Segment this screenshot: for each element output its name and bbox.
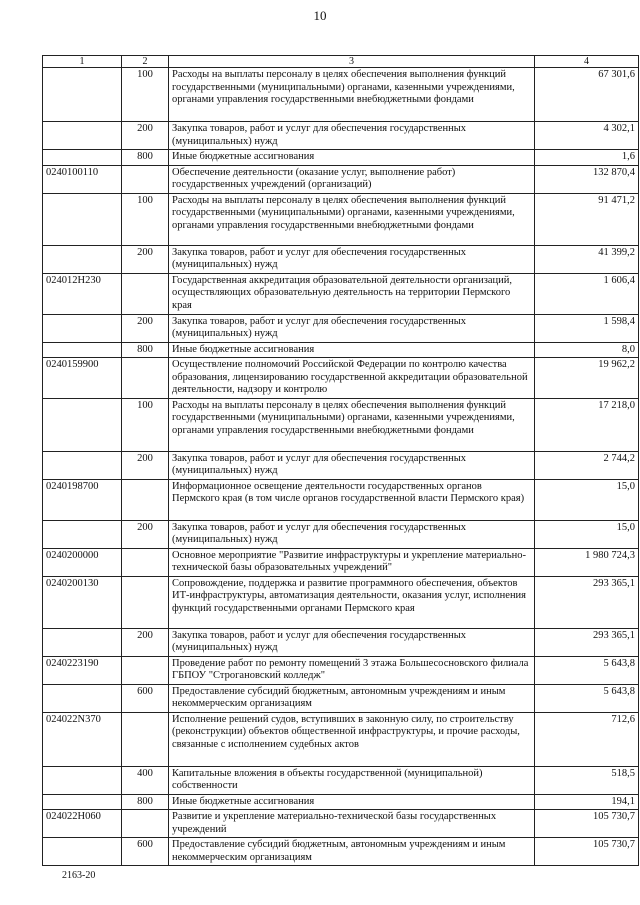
- row-code-cell: [43, 245, 122, 273]
- table-row: [43, 838, 639, 866]
- row-expense-type-cell: [122, 576, 169, 628]
- table-row: [43, 520, 639, 548]
- table-row: [43, 684, 639, 712]
- row-description-cell: Основное мероприятие "Развитие инфраструктуры и укрепление материально-технической базы образовательных учреждений": [169, 548, 535, 576]
- row-expense-type-cell: 200: [122, 451, 169, 479]
- row-code-cell: [43, 794, 122, 810]
- table-row: [43, 794, 639, 810]
- table-row: [43, 150, 639, 166]
- row-description-cell: Закупка товаров, работ и услуг для обеспечения государственных (муниципальных) нужд: [169, 451, 535, 479]
- row-amount-cell: 5 643,8: [535, 656, 639, 684]
- table-row: [43, 576, 639, 628]
- document-code: 2163-20: [62, 870, 96, 881]
- table-row: [43, 358, 639, 399]
- row-amount-cell: 518,5: [535, 766, 639, 794]
- row-code-cell: [43, 68, 122, 122]
- row-amount-cell: 5 643,8: [535, 684, 639, 712]
- row-amount-cell: 194,1: [535, 794, 639, 810]
- row-amount-cell: 1,6: [535, 150, 639, 166]
- table-row: [43, 712, 639, 766]
- row-description-cell: Предоставление субсидий бюджетным, автономным учреждениям и иным некоммерческим организациям: [169, 838, 535, 866]
- row-expense-type-cell: 100: [122, 193, 169, 245]
- row-description-cell: Информационное освещение деятельности государственных органов Пермского края (в том числе органов государственной власти Пермского края): [169, 479, 535, 520]
- row-description-cell: Расходы на выплаты персоналу в целях обеспечения выполнения функций государственными (муниципальными) органами, казенными учреждениями, органами управления государственными внебюджетными фондами: [169, 398, 535, 451]
- row-expense-type-cell: [122, 712, 169, 766]
- row-code-cell: 0240198700: [43, 479, 122, 520]
- row-description-cell: Закупка товаров, работ и услуг для обеспечения государственных (муниципальных) нужд: [169, 245, 535, 273]
- row-amount-cell: 105 730,7: [535, 810, 639, 838]
- row-amount-cell: 67 301,6: [535, 68, 639, 122]
- table-row: [43, 398, 639, 451]
- row-description-cell: Закупка товаров, работ и услуг для обеспечения государственных (муниципальных) нужд: [169, 628, 535, 656]
- row-expense-type-cell: 200: [122, 628, 169, 656]
- row-expense-type-cell: [122, 656, 169, 684]
- row-description-cell: Исполнение решений судов, вступивших в законную силу, по строительству (реконструкции) объектов общественной инфраструктуры, и прочие расходы, связанные с исполнением судебных актов: [169, 712, 535, 766]
- row-code-cell: 024022N370: [43, 712, 122, 766]
- table-row: [43, 273, 639, 314]
- row-description-cell: Закупка товаров, работ и услуг для обеспечения государственных (муниципальных) нужд: [169, 122, 535, 150]
- row-description-cell: Предоставление субсидий бюджетным, автономным учреждениям и иным некоммерческим организациям: [169, 684, 535, 712]
- row-code-cell: [43, 451, 122, 479]
- budget-table: [42, 55, 639, 866]
- row-code-cell: [43, 766, 122, 794]
- row-code-cell: [43, 684, 122, 712]
- page-number: 10: [313, 8, 327, 23]
- row-description-cell: Обеспечение деятельности (оказание услуг, выполнение работ) государственных учреждений (организаций): [169, 165, 535, 193]
- row-amount-cell: 132 870,4: [535, 165, 639, 193]
- row-amount-cell: 712,6: [535, 712, 639, 766]
- table-row: [43, 122, 639, 150]
- row-expense-type-cell: 200: [122, 314, 169, 342]
- row-expense-type-cell: [122, 165, 169, 193]
- row-description-cell: Сопровождение, поддержка и развитие программного обеспечения, объектов ИТ-инфраструктуры, автоматизация деятельности, оказания услуг, исполнения функций государственными органами Пермского края: [169, 576, 535, 628]
- row-amount-cell: 2 744,2: [535, 451, 639, 479]
- row-amount-cell: 293 365,1: [535, 628, 639, 656]
- table-row: [43, 165, 639, 193]
- row-expense-type-cell: 200: [122, 245, 169, 273]
- row-amount-cell: 15,0: [535, 479, 639, 520]
- table-row: [43, 193, 639, 245]
- row-code-cell: [43, 628, 122, 656]
- row-amount-cell: 15,0: [535, 520, 639, 548]
- row-expense-type-cell: 400: [122, 766, 169, 794]
- row-code-cell: [43, 342, 122, 358]
- table-row: [43, 314, 639, 342]
- row-description-cell: Расходы на выплаты персоналу в целях обеспечения выполнения функций государственными (муниципальными) органами, казенными учреждениями, органами управления государственными внебюджетными фондами: [169, 193, 535, 245]
- table-row: [43, 479, 639, 520]
- row-description-cell: Капитальные вложения в объекты государственной (муниципальной) собственности: [169, 766, 535, 794]
- row-code-cell: [43, 193, 122, 245]
- row-code-cell: [43, 314, 122, 342]
- table-row: [43, 766, 639, 794]
- row-description-cell: Иные бюджетные ассигнования: [169, 150, 535, 166]
- row-description-cell: Закупка товаров, работ и услуг для обеспечения государственных (муниципальных) нужд: [169, 314, 535, 342]
- row-expense-type-cell: [122, 358, 169, 399]
- row-amount-cell: 293 365,1: [535, 576, 639, 628]
- row-code-cell: 0240200000: [43, 548, 122, 576]
- row-amount-cell: 91 471,2: [535, 193, 639, 245]
- row-description-cell: Иные бюджетные ассигнования: [169, 794, 535, 810]
- row-description-cell: Государственная аккредитация образовательной деятельности организаций, осуществляющих образовательную деятельность на территории Пермского края: [169, 273, 535, 314]
- row-expense-type-cell: 800: [122, 150, 169, 166]
- table-row: [43, 68, 639, 122]
- table-row: [43, 451, 639, 479]
- row-expense-type-cell: [122, 479, 169, 520]
- row-expense-type-cell: 600: [122, 684, 169, 712]
- table-row: [43, 656, 639, 684]
- row-expense-type-cell: 800: [122, 794, 169, 810]
- table-body: [43, 68, 639, 866]
- row-code-cell: [43, 520, 122, 548]
- row-code-cell: [43, 150, 122, 166]
- row-code-cell: 0240200130: [43, 576, 122, 628]
- row-expense-type-cell: 600: [122, 838, 169, 866]
- table-row: [43, 245, 639, 273]
- row-expense-type-cell: [122, 548, 169, 576]
- row-amount-cell: 17 218,0: [535, 398, 639, 451]
- row-expense-type-cell: [122, 810, 169, 838]
- row-amount-cell: 4 302,1: [535, 122, 639, 150]
- row-code-cell: 024022Н060: [43, 810, 122, 838]
- row-code-cell: [43, 838, 122, 866]
- row-description-cell: Иные бюджетные ассигнования: [169, 342, 535, 358]
- header-column-4: 4: [535, 56, 639, 68]
- row-description-cell: Расходы на выплаты персоналу в целях обеспечения выполнения функций государственными (муниципальными) органами, казенными учреждениями, органами управления государственными внебюджетными фондами: [169, 68, 535, 122]
- row-description-cell: Развитие и укрепление материально-технической базы государственных учреждений: [169, 810, 535, 838]
- row-amount-cell: 41 399,2: [535, 245, 639, 273]
- row-code-cell: 0240159900: [43, 358, 122, 399]
- row-description-cell: Проведение работ по ремонту помещений 3 этажа Большесосновского филиала ГБПОУ "Строгановский колледж": [169, 656, 535, 684]
- row-expense-type-cell: 800: [122, 342, 169, 358]
- row-expense-type-cell: [122, 273, 169, 314]
- table-row: [43, 342, 639, 358]
- row-amount-cell: 8,0: [535, 342, 639, 358]
- row-description-cell: Закупка товаров, работ и услуг для обеспечения государственных (муниципальных) нужд: [169, 520, 535, 548]
- row-amount-cell: 1 606,4: [535, 273, 639, 314]
- row-expense-type-cell: 100: [122, 398, 169, 451]
- row-code-cell: [43, 122, 122, 150]
- table-row: [43, 628, 639, 656]
- row-expense-type-cell: 200: [122, 520, 169, 548]
- table-header-row: [43, 56, 639, 68]
- table-row: [43, 548, 639, 576]
- row-code-cell: 0240223190: [43, 656, 122, 684]
- header-column-2: 2: [122, 56, 169, 68]
- row-expense-type-cell: 100: [122, 68, 169, 122]
- table-row: [43, 810, 639, 838]
- header-column-1: 1: [43, 56, 122, 68]
- row-amount-cell: 19 962,2: [535, 358, 639, 399]
- row-amount-cell: 1 598,4: [535, 314, 639, 342]
- row-amount-cell: 1 980 724,3: [535, 548, 639, 576]
- row-code-cell: [43, 398, 122, 451]
- row-expense-type-cell: 200: [122, 122, 169, 150]
- header-column-3: 3: [169, 56, 535, 68]
- row-code-cell: 024012Н230: [43, 273, 122, 314]
- row-description-cell: Осуществление полномочий Российской Федерации по контролю качества образования, лицензированию государственной аккредитации образовательной деятельности, надзору и контролю: [169, 358, 535, 399]
- row-amount-cell: 105 730,7: [535, 838, 639, 866]
- row-code-cell: 0240100110: [43, 165, 122, 193]
